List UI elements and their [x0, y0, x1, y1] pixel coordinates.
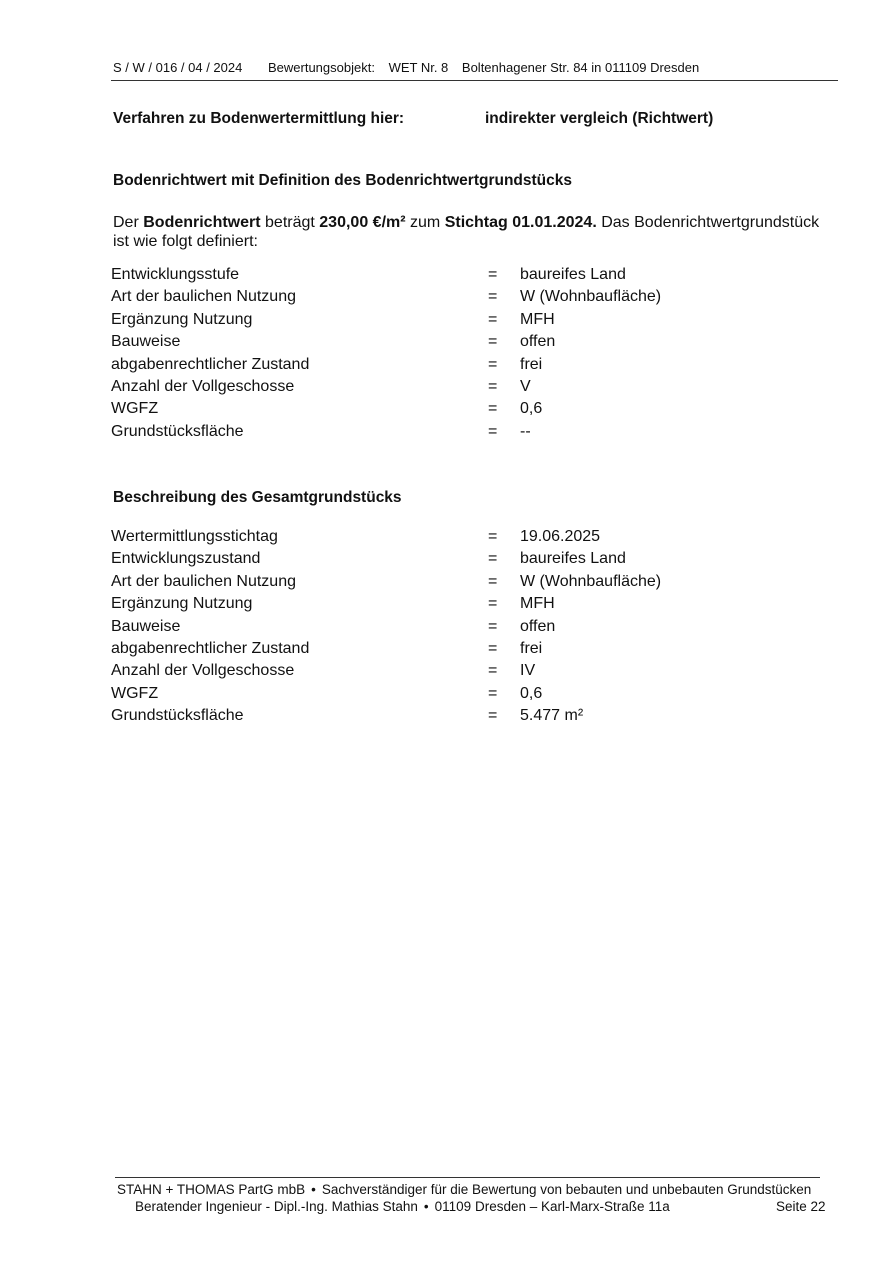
row-label: Anzahl der Vollgeschosse: [111, 377, 295, 395]
table-row: [111, 593, 811, 615]
row-equals: =: [488, 662, 498, 680]
row-equals: =: [488, 266, 498, 283]
table-row: [111, 421, 811, 443]
row-equals: =: [488, 595, 498, 613]
intro-bold-term: Bodenrichtwert: [143, 214, 261, 231]
header-divider: [111, 80, 838, 81]
row-label: WGFZ: [111, 400, 159, 418]
row-label: Entwicklungsstufe: [111, 266, 240, 283]
row-equals: =: [488, 310, 498, 328]
row-value: 0,6: [520, 400, 543, 418]
object-address: Boltenhagener Str. 84 in 011109 Dresden: [461, 60, 700, 75]
table-row: [111, 309, 811, 331]
table-row: [111, 683, 811, 705]
row-value: baureifes Land: [520, 266, 626, 283]
row-equals: =: [488, 528, 498, 545]
row-label: Ergänzung Nutzung: [111, 595, 253, 613]
table-row: [111, 660, 811, 682]
footer-engineer: Beratender Ingenieur - Dipl.-Ing. Mathias Stahn: [135, 1199, 418, 1214]
row-label: Anzahl der Vollgeschosse: [111, 662, 295, 680]
row-equals: =: [488, 422, 498, 440]
row-equals: =: [488, 355, 498, 373]
table-row: [111, 264, 811, 286]
row-label: Wertermittlungsstichtag: [111, 528, 278, 545]
footer-divider: [115, 1177, 820, 1178]
row-label: Grundstücksfläche: [111, 707, 244, 725]
intro-bold-date: Stichtag 01.01.2024.: [444, 214, 597, 231]
richtwert-intro: [113, 213, 837, 251]
row-value: --: [520, 422, 531, 440]
intro-text: Der: [113, 214, 144, 231]
table-row: [111, 526, 811, 548]
row-label: abgabenrechtlicher Zustand: [111, 639, 310, 657]
row-equals: =: [488, 333, 498, 351]
intro-text: Das Bodenrichtwertgrundstück ist wie folgt definiert:: [113, 214, 820, 250]
row-label: Entwicklungszustand: [111, 550, 261, 568]
row-label: abgabenrechtlicher Zustand: [111, 355, 310, 373]
table-row: [111, 398, 811, 420]
row-value: offen: [520, 333, 556, 351]
footer-bullet: •: [423, 1199, 429, 1214]
footer-description: Sachverständiger für die Bewertung von bebauten und unbebauten Grundstücken: [321, 1182, 812, 1197]
page-number: Seite 22: [776, 1199, 826, 1214]
row-label: Grundstücksfläche: [111, 422, 244, 440]
table-row: [111, 548, 811, 570]
gesamt-heading: Beschreibung des Gesamtgrundstücks: [113, 489, 402, 506]
row-label: Art der baulichen Nutzung: [111, 572, 296, 590]
row-value: offen: [520, 617, 556, 635]
table-row: [111, 376, 811, 398]
table-row: [111, 331, 811, 353]
table-row: [111, 286, 811, 308]
row-value: W (Wohnbaufläche): [520, 288, 662, 306]
row-value: MFH: [520, 310, 555, 328]
row-label: Bauweise: [111, 333, 181, 351]
row-equals: =: [488, 639, 498, 657]
footer-line-1: [117, 1182, 827, 1197]
row-value: frei: [520, 639, 543, 657]
richtwert-heading: Bodenrichtwert mit Definition des Bodenrichtwertgrundstücks: [113, 172, 573, 189]
row-value: 5.477 m²: [520, 707, 584, 725]
footer-address: 01109 Dresden – Karl-Marx-Straße 11a: [434, 1199, 670, 1214]
row-equals: =: [488, 288, 498, 306]
row-equals: =: [488, 550, 498, 568]
richtwert-table: [111, 264, 811, 443]
object-label: Bewertungsobjekt:: [267, 60, 375, 75]
row-label: Ergänzung Nutzung: [111, 310, 253, 328]
row-equals: =: [488, 400, 498, 418]
footer-bullet: •: [311, 1182, 316, 1197]
row-equals: =: [488, 684, 498, 702]
row-label: Art der baulichen Nutzung: [111, 288, 296, 306]
table-row: [111, 616, 811, 638]
intro-text: beträgt: [260, 214, 320, 231]
object-unit: WET Nr. 8: [388, 60, 449, 75]
reference-number: S / W / 016 / 04 / 2024: [113, 60, 243, 75]
row-value: 0,6: [520, 684, 543, 702]
footer-company: STAHN + THOMAS PartG mbB: [117, 1182, 306, 1197]
verfahren-value: indirekter vergleich (Richtwert): [485, 110, 714, 127]
row-value: baureifes Land: [520, 550, 626, 568]
intro-bold-value: 230,00 €/m²: [319, 214, 406, 231]
row-value: V: [520, 377, 531, 395]
page-header: [113, 60, 837, 75]
table-row: [111, 705, 811, 727]
gesamt-table: [111, 526, 811, 728]
footer-line-2: [135, 1199, 845, 1214]
row-value: W (Wohnbaufläche): [520, 572, 662, 590]
row-value: MFH: [520, 595, 555, 613]
row-value: 19.06.2025: [520, 528, 601, 545]
row-equals: =: [488, 707, 498, 725]
row-equals: =: [488, 572, 498, 590]
verfahren-label: Verfahren zu Bodenwertermittlung hier:: [113, 110, 405, 127]
table-row: [111, 638, 811, 660]
intro-text: zum: [405, 214, 445, 231]
row-equals: =: [488, 377, 498, 395]
table-row: [111, 354, 811, 376]
row-label: WGFZ: [111, 684, 159, 702]
row-value: frei: [520, 355, 543, 373]
row-value: IV: [520, 662, 536, 680]
row-label: Bauweise: [111, 617, 181, 635]
table-row: [111, 571, 811, 593]
row-equals: =: [488, 617, 498, 635]
